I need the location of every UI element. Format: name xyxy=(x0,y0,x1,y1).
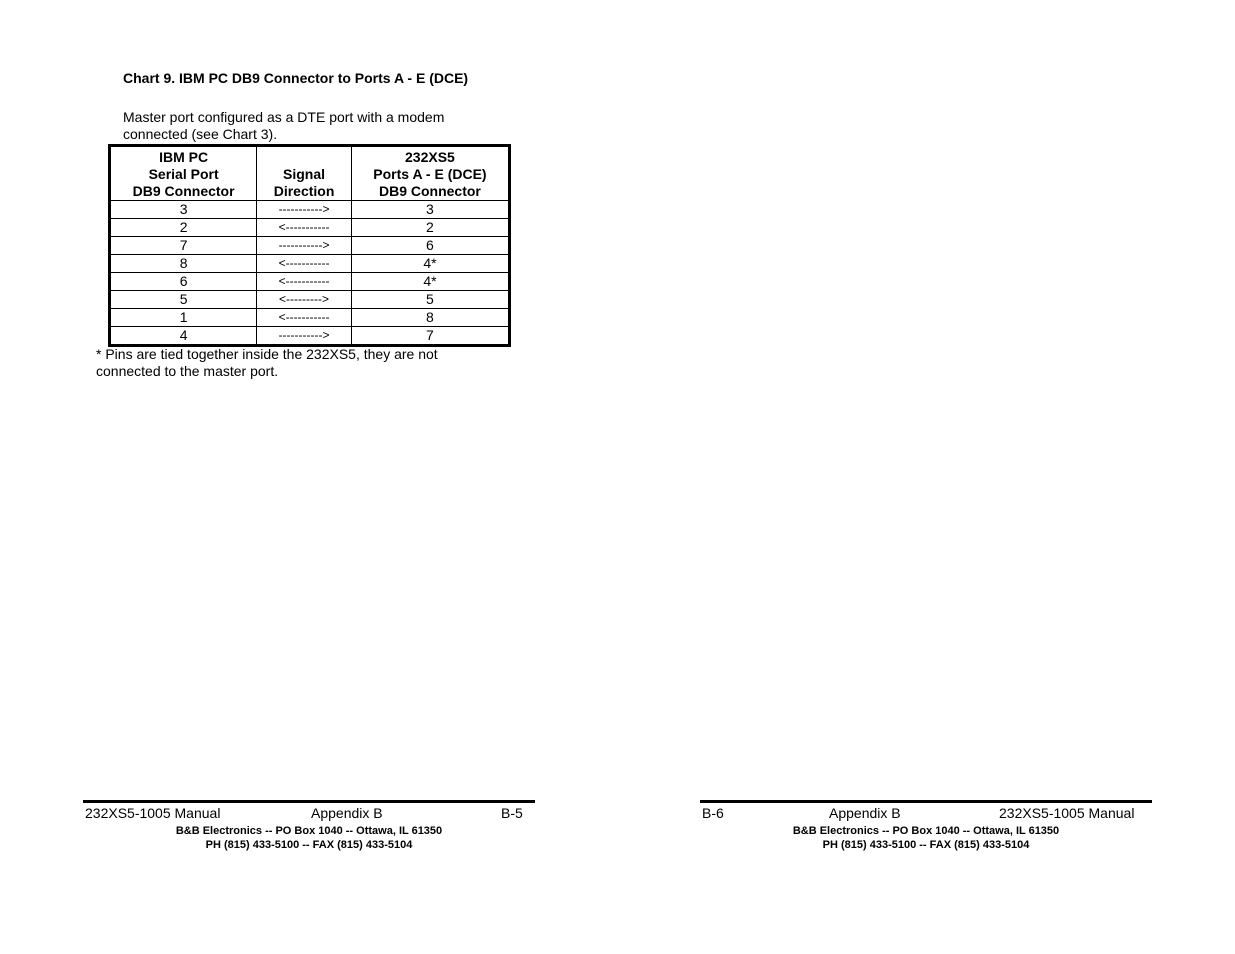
chart-intro: Master port configured as a DTE port with a modem connected (see Chart 3). xyxy=(123,109,445,142)
table-footnote: * Pins are tied together inside the 232XS5, they are not connected to the master port. xyxy=(96,346,438,379)
table-row xyxy=(110,273,510,291)
table-row xyxy=(110,237,510,255)
port-pin: 7 xyxy=(351,327,509,346)
pc-pin: 1 xyxy=(110,309,257,327)
port-pin: 6 xyxy=(351,237,509,255)
table-row xyxy=(110,327,510,346)
pc-pin: 5 xyxy=(110,291,257,309)
footer-phone: PH (815) 433-5100 -- FAX (815) 433-5104 xyxy=(822,839,1030,851)
port-pin: 3 xyxy=(351,201,509,219)
footer-company: B&B Electronics -- PO Box 1040 -- Ottawa, IL 61350 xyxy=(175,825,443,837)
port-pin: 2 xyxy=(351,219,509,237)
pc-pin: 3 xyxy=(110,201,257,219)
direction-arrow: <----------- xyxy=(257,273,352,291)
footer-page-number: B-5 xyxy=(501,805,523,821)
port-pin: 4* xyxy=(351,273,509,291)
header-232xs5: 232XS5 Ports A - E (DCE) DB9 Connector xyxy=(351,146,509,201)
header-signal-direction: Signal Direction xyxy=(257,146,352,201)
footer-manual: 232XS5-1005 Manual xyxy=(85,805,221,821)
footer-appendix: Appendix B xyxy=(829,805,901,821)
footer-left xyxy=(83,800,535,852)
direction-arrow: <---------> xyxy=(257,291,352,309)
pc-pin: 8 xyxy=(110,255,257,273)
direction-arrow: -----------> xyxy=(257,237,352,255)
table-row xyxy=(110,201,510,219)
port-pin: 5 xyxy=(351,291,509,309)
pc-pin: 4 xyxy=(110,327,257,346)
footer-right xyxy=(700,800,1152,852)
direction-arrow: -----------> xyxy=(257,201,352,219)
table-header-row xyxy=(110,146,510,201)
pc-pin: 6 xyxy=(110,273,257,291)
direction-arrow: <----------- xyxy=(257,219,352,237)
direction-arrow: <----------- xyxy=(257,309,352,327)
pc-pin: 7 xyxy=(110,237,257,255)
port-pin: 8 xyxy=(351,309,509,327)
table-row xyxy=(110,219,510,237)
footer-company: B&B Electronics -- PO Box 1040 -- Ottawa, IL 61350 xyxy=(792,825,1060,837)
pc-pin: 2 xyxy=(110,219,257,237)
pin-table xyxy=(108,144,511,347)
port-pin: 4* xyxy=(351,255,509,273)
table-row xyxy=(110,291,510,309)
direction-arrow: <----------- xyxy=(257,255,352,273)
direction-arrow: -----------> xyxy=(257,327,352,346)
header-ibm-pc: IBM PC Serial Port DB9 Connector xyxy=(110,146,257,201)
table-row xyxy=(110,309,510,327)
footer-manual: 232XS5-1005 Manual xyxy=(999,805,1135,821)
footer-appendix: Appendix B xyxy=(311,805,383,821)
footer-phone: PH (815) 433-5100 -- FAX (815) 433-5104 xyxy=(205,839,413,851)
footer-page-number: B-6 xyxy=(702,805,724,821)
chart-title: Chart 9. IBM PC DB9 Connector to Ports A - E (DCE) xyxy=(123,70,469,86)
table-row xyxy=(110,255,510,273)
